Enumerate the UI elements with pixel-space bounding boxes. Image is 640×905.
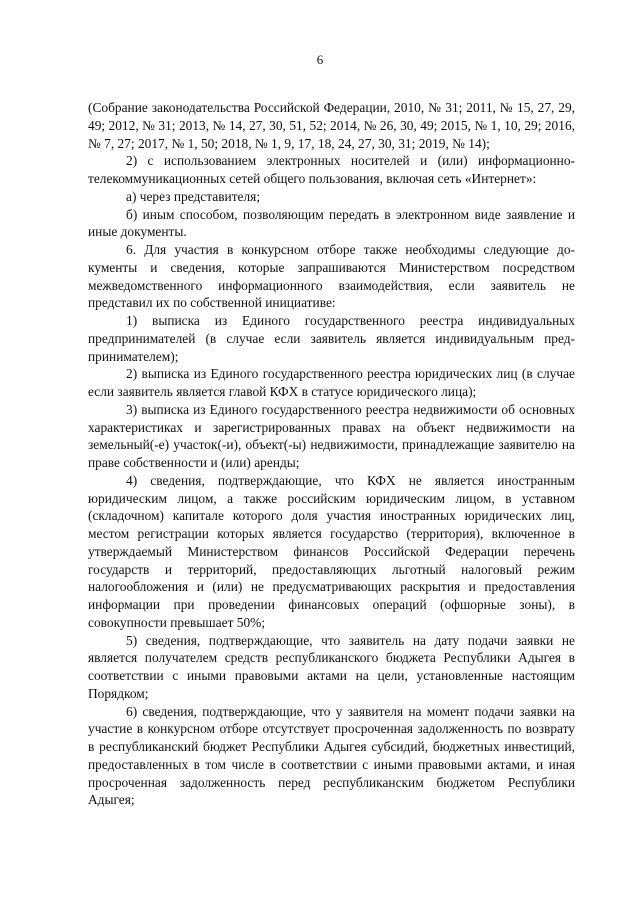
paragraph-list-item-6: 6) сведения, подтверждающие, что у заявителя на момент подачи заявки на участие в конкурсном отборе отсутствует просроченная задолженность по возврату в республиканский бюджет Республики Адыгея субсидий, бюджетных инвестиций, предоставленных в том числе в соответствии с иными правовыми актами, и иная просроченная задолженность перед республиканским бюджетом Республики Адыгея; [88, 703, 575, 808]
paragraph-list-item-2: 2) выписка из Единого государственного реестра юридических лиц (в случае если заявитель является главой КФХ в статусе юридического лица); [88, 366, 575, 399]
paragraph-section-6: 6. Для участия в конкурсном отборе также необходимы следующие документы и сведения, которые запрашиваются Министерством посредством межведомственного информационного взаимодействия, если заявитель не представил их по собственной инициативе: [88, 242, 575, 311]
paragraph-item-2-electronic: 2) с использованием электронных носителей и (или) информационно-телекоммуникационных сетей общего пользования, включая сеть «Интернет»: [88, 153, 575, 186]
paragraph-subitem-a: а) через представителя; [126, 188, 261, 204]
paragraph-list-item-3: 3) выписка из Единого государственного реестра недвижимости об основных характеристиках и зарегистрированных правах на объект недвижимости на земельный(-е) участок(-и), объект(-ы) недвижимости, принадлежащие заявителю на праве собственности и (или) аренды; [88, 401, 575, 470]
document-body [88, 99, 575, 809]
paragraph-list-item-5: 5) сведения, подтверждающие, что заявитель на дату подачи заявки не является получателем средств республиканского бюджета Республики Адыгея в соответствии с иными правовыми актами на цели, установленные настоящим Порядком; [88, 632, 575, 701]
paragraph-list-item-4: 4) сведения, подтверждающие, что КФХ не является иностранным юридическим лицом, а также российским юридическим лицом, в уставном (складочном) капитале которого доля участия иностранных юридических лиц, местом регистрации которых является государство (территория), включенное в утверждаемый Министерством финансов Российской Федерации перечень государств и территорий, предоставляющих льготный налоговый режим налогообложения и (или) не предусматривающих раскрытия и предоставления информации при проведении финансовых операций (офшорные зоны), в совокупности превышает 50%; [88, 472, 575, 630]
paragraph-citation-continuation: (Собрание законодательства Российской Федерации, 2010, № 31; 2011, № 15, 27, 29, 49; 2012, № 31; 2013, № 14, 27, 30, 51, 52; 2014, № 26, 30, 49; 2015, № 1, 10, 29; 2016, № 7, 27; 2017, № 1, 50; 2018, № 1, 9, 17, 18, 24, 27, 30, 31; 2019, № 14); [88, 100, 575, 151]
paragraph-list-item-1: 1) выписка из Единого государственного реестра индивидуальных предпринимателей (в случае если заявитель является индивидуальным предпринимателем); [88, 313, 575, 364]
page-number: 6 [316, 52, 324, 67]
paragraph-subitem-b: б) иным способом, позволяющим передать в электронном виде заявление и иные документы. [88, 206, 575, 240]
